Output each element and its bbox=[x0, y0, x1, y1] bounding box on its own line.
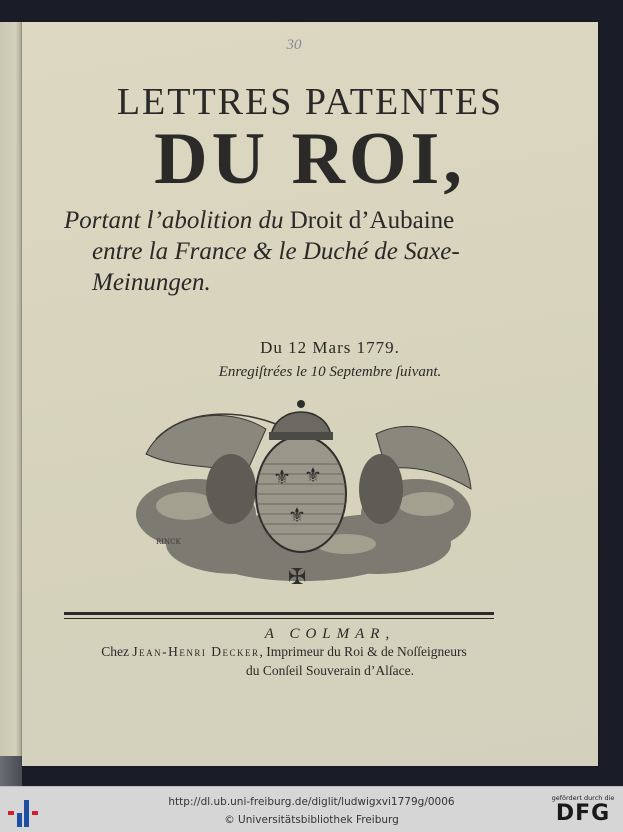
svg-text:⚜: ⚜ bbox=[304, 463, 322, 487]
date-line: Du 12 Mars 1779. bbox=[260, 338, 400, 357]
document-page bbox=[22, 22, 598, 766]
dfg-sponsor-logo[interactable] bbox=[549, 793, 617, 829]
footer-bar bbox=[0, 786, 623, 832]
subtitle-roman-part: Droit d’Aubaine bbox=[289, 207, 455, 234]
imprint-chez: Chez bbox=[101, 644, 129, 659]
double-rule-thick bbox=[64, 612, 494, 615]
subtitle-line2: entre la France & le Duché de Saxe- bbox=[92, 238, 460, 265]
imprint-printer-name: Jean-Henri Decker bbox=[132, 644, 260, 659]
imprint-city: A COLMAR, bbox=[264, 626, 396, 642]
sponsor-caption: gefördert durch die bbox=[551, 794, 615, 802]
imprint-printer-line bbox=[64, 644, 504, 660]
svg-text:⚜: ⚜ bbox=[273, 465, 291, 489]
imprint-conseil-line: du Conſeil Souverain d’Alſace. bbox=[246, 663, 414, 678]
svg-text:⚜: ⚜ bbox=[288, 503, 306, 527]
registered-line: Enregiſtrées le 10 Septembre ſuivant. bbox=[218, 364, 442, 380]
previous-page-edge bbox=[0, 22, 22, 786]
title-lettres-patentes: LETTRES PATENTES bbox=[116, 81, 504, 123]
title-du-roi: DU ROI, bbox=[154, 118, 466, 200]
imprint-printer-title: , Imprimeur du Roi & de Noſſeigneurs bbox=[259, 644, 467, 659]
subtitle-italic-part: Portant l’abolition du bbox=[64, 207, 284, 234]
subtitle-line3: Meinungen. bbox=[92, 269, 211, 296]
copyright-text: © Universitätsbibliothek Freiburg bbox=[224, 814, 399, 826]
permalink-url[interactable]: http://dl.ub.uni-freiburg.de/diglit/ludwigxvi1779g/0006 bbox=[168, 796, 455, 808]
handwritten-page-number: 30 bbox=[286, 37, 302, 53]
order-cross-icon: ✠ bbox=[288, 565, 307, 590]
coat-of-arms-vignette bbox=[126, 394, 476, 590]
double-rule-thin bbox=[64, 618, 494, 619]
dfg-logo-text: DFG bbox=[555, 801, 611, 826]
crown-illustration bbox=[269, 400, 333, 440]
engraver-signature: RINCK bbox=[156, 538, 181, 546]
subtitle bbox=[64, 205, 534, 298]
subtitle-line1 bbox=[64, 205, 534, 236]
